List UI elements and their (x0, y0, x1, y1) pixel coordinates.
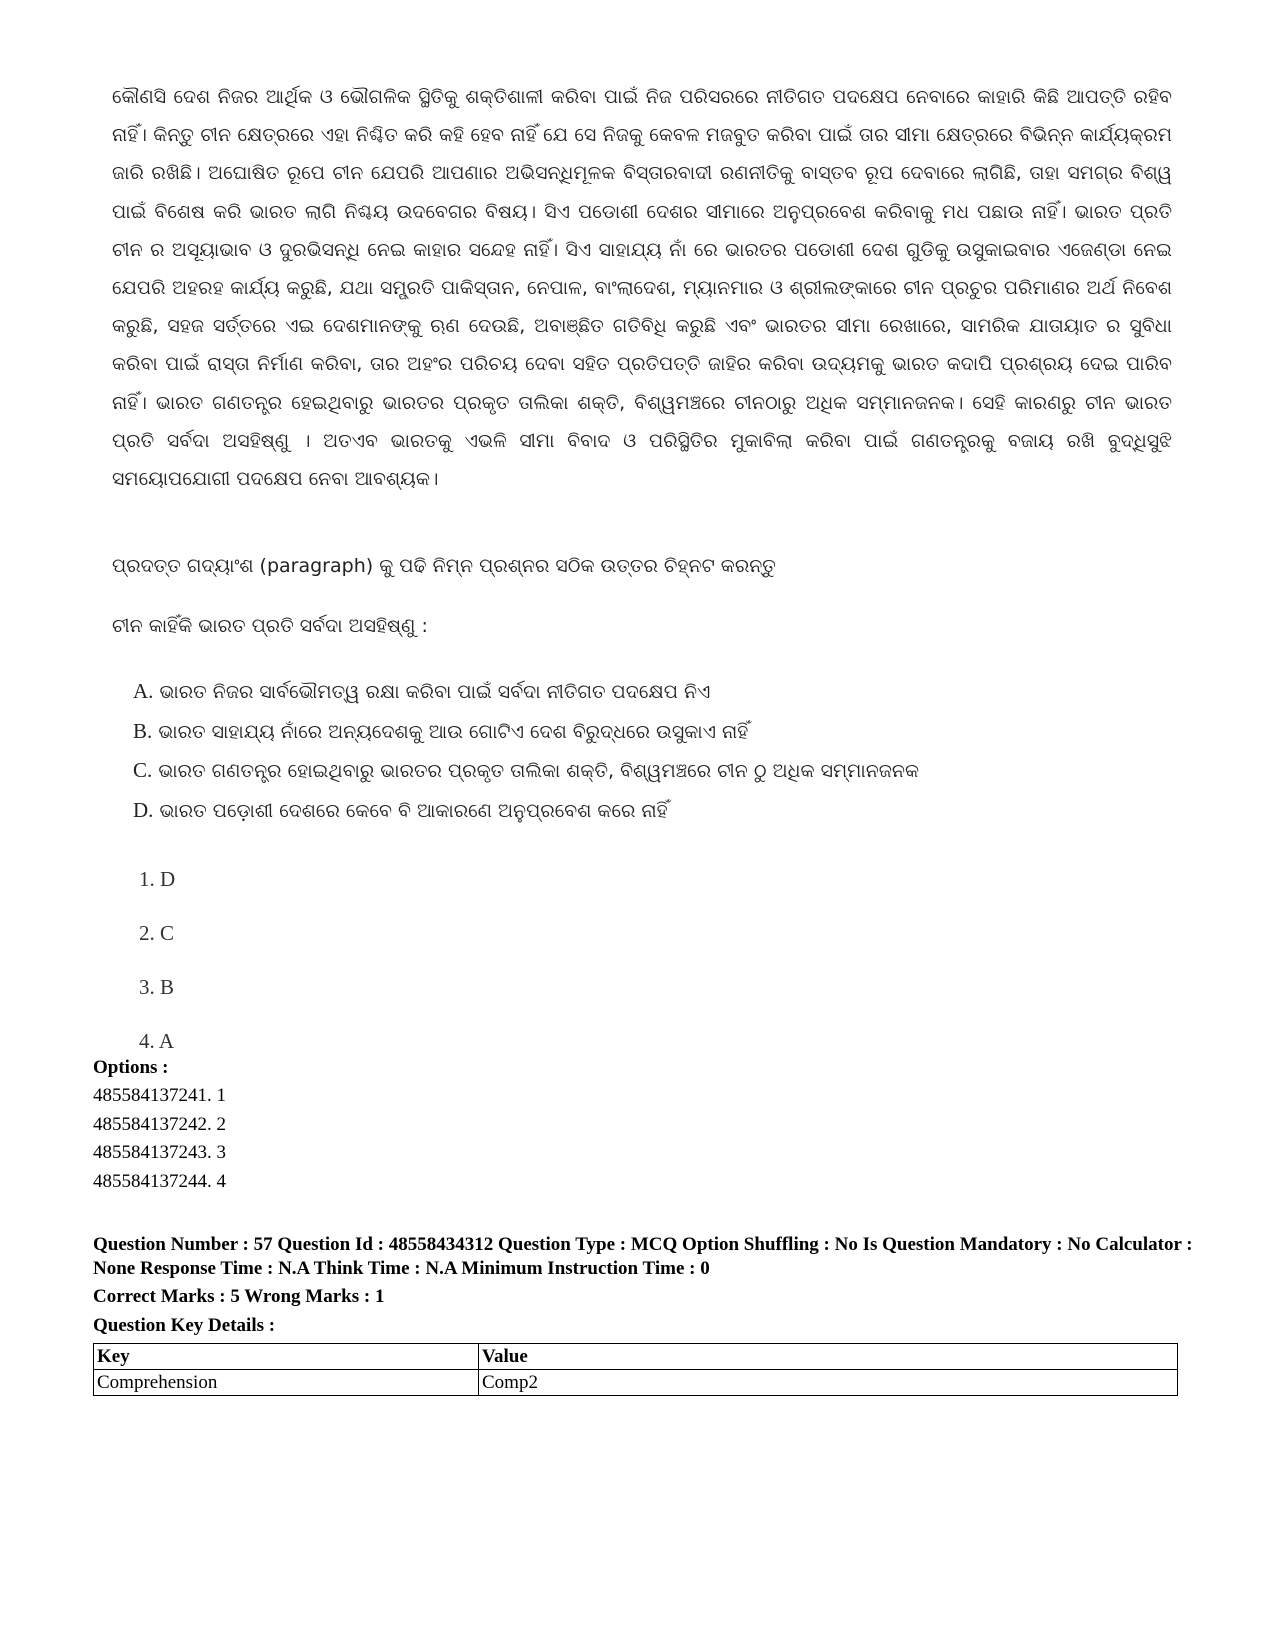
value-cell: Comp2 (479, 1370, 1178, 1396)
question-info: Question Number : 57 Question Id : 48558434312 Question Type : MCQ Option Shuffling : No Is Question Mandatory : No Calculator : None Response Time : N.A Think Time : N.A Minimum Instruction Time : 0 (93, 1234, 1193, 1279)
options-heading: Options : (93, 1057, 169, 1078)
question-text: ଚୀନ କାହିଁକି ଭାରତ ପ୍ରତି ସର୍ବଦା ଅସହିଷ୍ଣୁ : (112, 615, 428, 637)
choice-text: ଭାରତ ସାହାଯ୍ୟ ନାଁରେ ଅନ୍ୟଦେଶକୁ ଆଉ ଗୋଟିଏ ଦେଶ ବିରୁଦ୍ଧରେ ଉସୁକାଏ ନାହିଁ (158, 720, 749, 743)
choice-item (133, 791, 1173, 831)
choice-item (133, 672, 1173, 712)
question-instruction: ପ୍ରଦତ୍ତ ଗଦ୍ୟାଂଶ (paragraph) କୁ ପଢି ନିମ୍ନ ପ୍ରଶ୍ନର ସଠିକ ଉତ୍ତର ଚିହ୍ନଟ କରନ୍ତୁ (112, 555, 776, 577)
choice-item (133, 751, 1173, 791)
marks-info: Correct Marks : 5 Wrong Marks : 1 (93, 1286, 385, 1307)
choice-text: ଭାରତ ନିଜର ସାର୍ବଭୌମତ୍ୱ ରକ୍ଷା କରିବା ପାଇଁ ସର୍ବଦା ନୀତିଗତ ପଦକ୍ଷେପ ନିଏ (159, 681, 711, 703)
choice-letter: D. (133, 797, 154, 822)
choice-letter: B. (133, 718, 153, 743)
option-id-item: 485584137244. 4 (93, 1170, 226, 1192)
choice-text: ଭାରତ ଗଣତନ୍ତ୍ର ହୋଇଥିବାରୁ ଭାରତର ପ୍ରକୃତ ତାଲିକା ଶକ୍ତି, ବିଶ୍ୱମଞ୍ଚରେ ଚୀନ ଠୁ ଅଧିକ ସମ୍ମାନଜନକ (158, 760, 920, 782)
answer-combination-list (139, 852, 175, 1068)
table-row (94, 1370, 1178, 1396)
key-column-header: Key (94, 1344, 479, 1370)
option-id-item: 485584137243. 3 (93, 1142, 226, 1163)
value-column-header: Value (479, 1344, 1178, 1370)
answer-combination: 1. D (139, 867, 176, 891)
option-id-item: 485584137242. 2 (93, 1113, 226, 1135)
table-header-row (94, 1344, 1178, 1370)
comprehension-passage: କୌଣସି ଦେଶ ନିଜର ଆର୍ଥିକ ଓ ଭୌଗଳିକ ସ୍ଥିତିକୁ ଶକ୍ତିଶାଳୀ କରିବା ପାଇଁ ନିଜ ପରିସରରେ ନୀତିଗତ ପଦକ୍ଷେପ ନେବାରେ କାହାରି କିଛି ଆପତ୍ତି ରହିବ ନାହିଁ। କିନ୍ତୁ ଚୀନ କ୍ଷେତ୍ରରେ ଏହା ନିଶ୍ଚିତ କରି କହି ହେବ ନାହିଁ ଯେ ସେ ନିଜକୁ କେବଳ ମଜବୁତ କରିବା ପାଇଁ ତାର ସୀମା କ୍ଷେତ୍ରରେ ବିଭିନ୍ନ କାର୍ଯ୍ୟକ୍ରମ ଜାରି ରଖିଛି। ଅଘୋଷିତ ରୂପେ ଚୀନ ଯେପରି ଆପଣାର ଅଭିସନ୍ଧିମୂଳକ ବିସ୍ତାରବାଦୀ ରଣନୀତିକୁ ବାସ୍ତବ ରୂପ ଦେବାରେ ଲାଗିଛି, ତାହା ସମଗ୍ର ବିଶ୍ୱ ପାଇଁ ବିଶେଷ କରି ଭାରତ ଲାଗି ନିଶ୍ଚୟ ଉଦବେଗର ବିଷୟ। ସିଏ ପଡୋଶୀ ଦେଶର ସୀମାରେ ଅନୁପ୍ରବେଶ କରିବାକୁ ମଧ ପଛାଉ ନାହିଁ। ଭାରତ ପ୍ରତି ଚୀନ ର ଅସୂୟାଭାବ ଓ ଦୁରଭିସନ୍ଧି ନେଇ କାହାର ସନ୍ଦେହ ନାହିଁ। ସିଏ ସାହାଯ୍ୟ ନାଁ ରେ ଭାରତର ପଡୋଶୀ ଦେଶ ଗୁଡିକୁ ଉସୁକାଇବାର ଏଜେଣ୍ଡା ନେଇ ଯେପରି ଅହରହ କାର୍ଯ୍ୟ କରୁଛି, ଯଥା ସମ୍ପ୍ରତି ପାକିସ୍ତାନ, ନେପାଳ, ବାଂଲାଦେଶ, ମ୍ୟାନମାର ଓ ଶ୍ରୀଲଙ୍କାରେ ଚୀନ ପ୍ରଚୁର ପରିମାଣର ଅର୍ଥ ନିବେଶ କରୁଛି, ସହଜ ସର୍ତ୍ତରେ ଏଇ ଦେଶମାନଙ୍କୁ ଋଣ ଦେଉଛି, ଅବାଞ୍ଛିତ ଗତିବିଧି କରୁଛି ଏବଂ ଭାରତର ସୀମା ରେଖାରେ, ସାମରିକ ଯାତାୟାତ ର ସୁବିଧା କରିବା ପାଇଁ ରାସ୍ତା ନିର୍ମାଣ କରିବା, ତାର ଅହଂର ପରିଚୟ ଦେବା ସହିତ ପ୍ରତିପତ୍ତି ଜାହିର କରିବା ଉଦ୍ୟମକୁ ଭାରତ କଦାପି ପ୍ରଶ୍ରୟ ଦେଇ ପାରିବ ନାହିଁ। ଭାରତ ଗଣତନ୍ତ୍ର ହେଇଥିବାରୁ ଭାରତର ପ୍ରକୃତ ତାଲିକା ଶକ୍ତି, ବିଶ୍ୱମଞ୍ଚରେ ଚୀନଠାରୁ ଅଧିକ ସମ୍ମାନଜନକ। ସେହି କାରଣରୁ ଚୀନ ଭାରତ ପ୍ରତି ସର୍ବଦା ଅସହିଷ୍ଣୁ । ଅତଏବ ଭାରତକୁ ଏଭଳି ସୀମା ବିବାଦ ଓ ପରିସ୍ଥିତିର ମୁକାବିଲା କରିବା ପାଇଁ ଗଣତନ୍ତ୍ରକୁ ବଜାୟ ରଖି ବୁଦ୍ଧିସୁଝି ସମୟୋପଯୋଗୀ ପଦକ୍ଷେପ ନେବା ଆବଶ୍ୟକ। (112, 86, 1172, 491)
key-details-table (93, 1343, 1178, 1396)
options-list (93, 1082, 1193, 1196)
answer-combination: 3. B (139, 975, 175, 999)
option-id-item: 485584137241. 1 (93, 1085, 226, 1106)
key-cell: Comprehension (94, 1370, 479, 1396)
answer-choices (133, 672, 1173, 830)
choice-letter: A. (133, 679, 154, 703)
choice-letter: C. (133, 758, 153, 782)
choice-text: ଭାରତ ପଡ଼ୋଶୀ ଦେଶରେ କେବେ ବି ଆକାରଣେ ଅନୁପ୍ରବେଶ କରେ ନାହିଁ (159, 799, 668, 822)
key-details-heading: Question Key Details : (93, 1315, 276, 1336)
answer-combination: 4. A (139, 1029, 175, 1053)
choice-item (133, 712, 1173, 752)
answer-combination: 2. C (139, 921, 175, 945)
